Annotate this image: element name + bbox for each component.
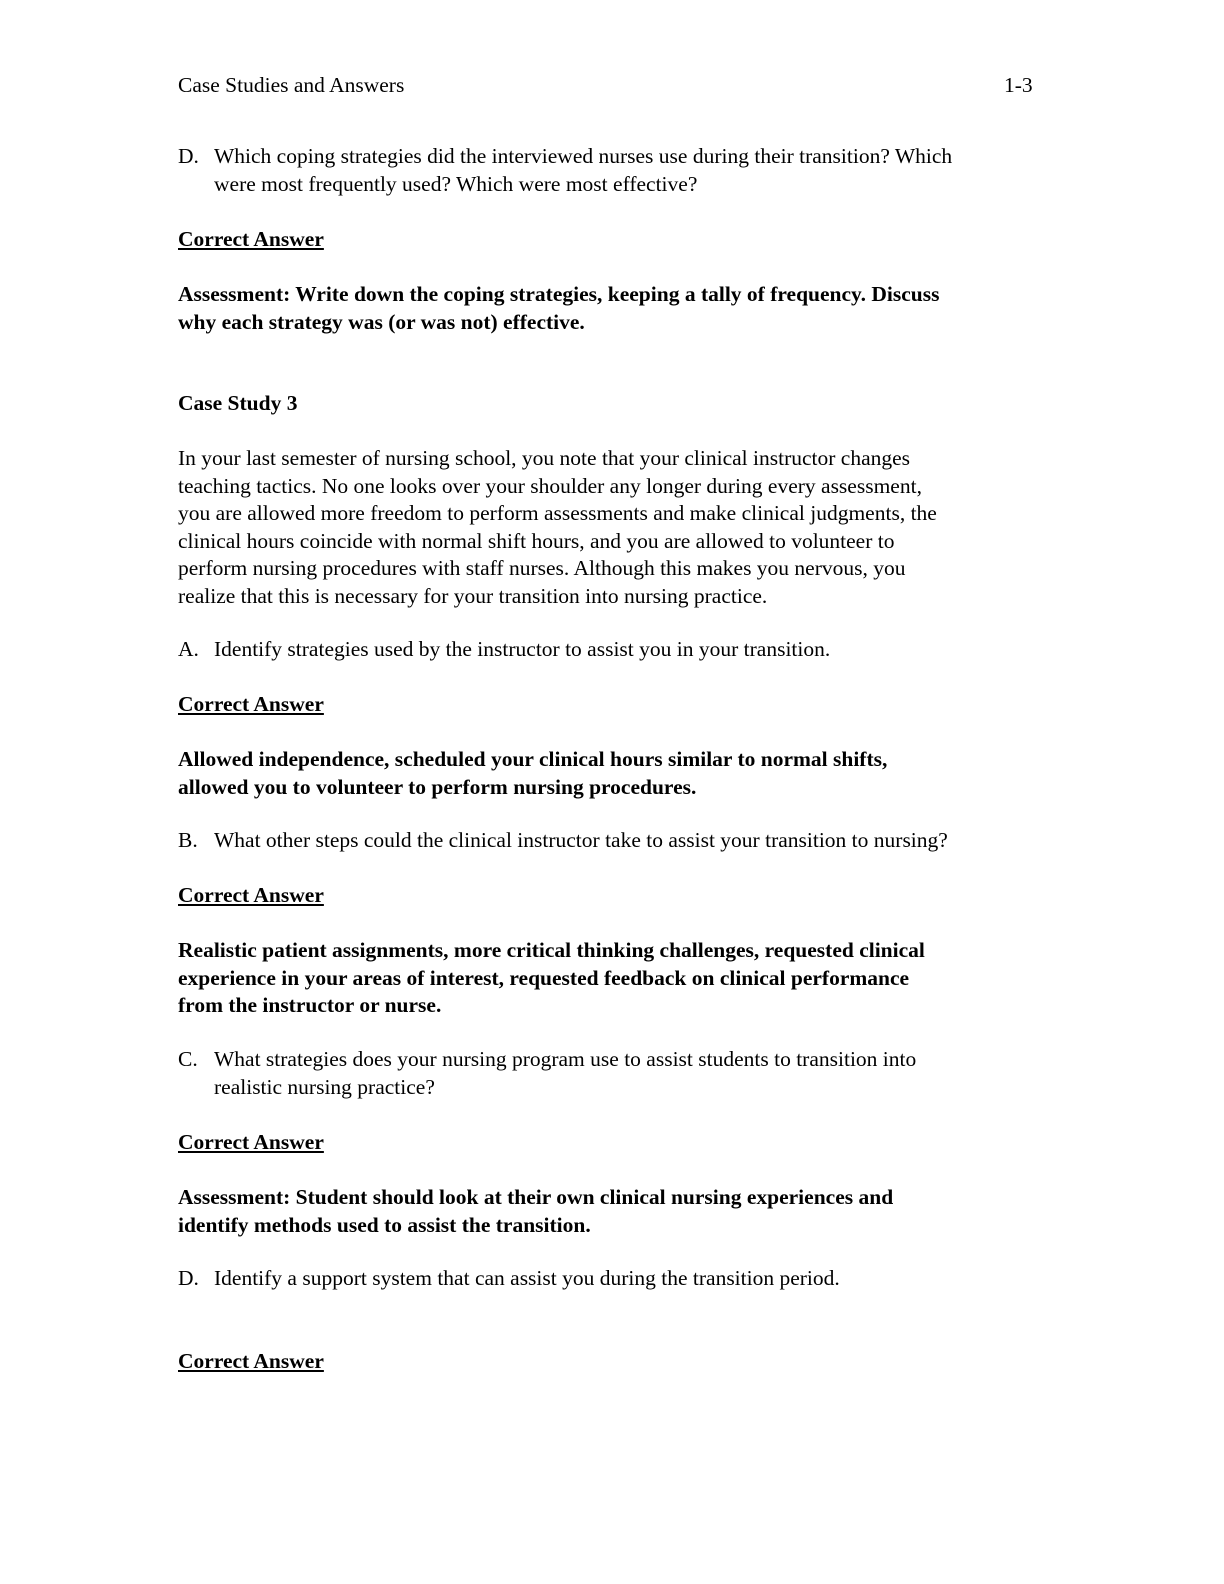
question-letter: A.: [178, 637, 199, 661]
question-letter: D.: [178, 144, 199, 168]
correct-answer-heading: Correct Answer: [178, 1349, 324, 1373]
question-a: [178, 636, 1038, 664]
question-text-line: Which coping strategies did the interviewed nurses use during their transition? Which: [214, 144, 953, 168]
question-text-line: What strategies does your nursing program use to assist students to transition into: [214, 1047, 917, 1071]
question-text: What other steps could the clinical instructor take to assist your transition to nursing?: [214, 828, 948, 852]
question-b: [178, 827, 1038, 855]
correct-answer-heading: Correct Answer: [178, 227, 324, 251]
question-letter: C.: [178, 1047, 198, 1071]
running-header-title: Case Studies and Answers: [178, 73, 405, 97]
question-c: [178, 1046, 1038, 1101]
scenario-line: clinical hours coincide with normal shift hours, and you are allowed to volunteer to: [178, 528, 895, 553]
question-text: Identify strategies used by the instructor to assist you in your transition.: [214, 637, 831, 661]
answer-line: experience in your areas of interest, requested feedback on clinical performance: [178, 965, 910, 990]
answer-line: Assessment: Student should look at their own clinical nursing experiences and: [178, 1185, 894, 1209]
scenario-line: In your last semester of nursing school, you note that your clinical instructor changes: [178, 446, 911, 470]
scenario-line: teaching tactics. No one looks over your shoulder any longer during every assessment,: [178, 473, 922, 498]
answer-line: why each strategy was (or was not) effective.: [178, 309, 585, 334]
question-text-line: realistic nursing practice?: [214, 1074, 435, 1099]
question-letter: B.: [178, 828, 198, 852]
case-study-scenario: [178, 445, 1038, 610]
correct-answer-heading: Correct Answer: [178, 692, 324, 716]
scenario-line: realize that this is necessary for your transition into nursing practice.: [178, 583, 768, 608]
answer-line: allowed you to volunteer to perform nursing procedures.: [178, 774, 697, 799]
case-study-title: Case Study 3: [178, 391, 298, 415]
answer-line: Assessment: Write down the coping strategies, keeping a tally of frequency. Discuss: [178, 282, 940, 306]
question-d-coping-strategies: [178, 143, 1038, 198]
correct-answer-heading: Correct Answer: [178, 883, 324, 907]
answer-question-b: [178, 937, 1038, 1020]
answer-line: Realistic patient assignments, more critical thinking challenges, requested clinical: [178, 938, 925, 962]
answer-coping-strategies: [178, 281, 1038, 336]
answer-line: Allowed independence, scheduled your clinical hours similar to normal shifts,: [178, 747, 888, 771]
question-letter: D.: [178, 1266, 199, 1290]
answer-question-a: [178, 746, 1038, 801]
question-text-line: were most frequently used? Which were most effective?: [214, 171, 698, 196]
page-number: 1-3: [1004, 73, 1033, 97]
answer-line: identify methods used to assist the transition.: [178, 1212, 591, 1237]
answer-question-c: [178, 1184, 1038, 1239]
scenario-line: you are allowed more freedom to perform assessments and make clinical judgments, the: [178, 501, 937, 525]
question-d-support-system: [178, 1265, 1038, 1293]
scenario-line: perform nursing procedures with staff nurses. Although this makes you nervous, you: [178, 556, 906, 580]
correct-answer-heading: Correct Answer: [178, 1130, 324, 1154]
question-text: Identify a support system that can assist you during the transition period.: [214, 1266, 840, 1290]
answer-line: from the instructor or nurse.: [178, 993, 442, 1017]
